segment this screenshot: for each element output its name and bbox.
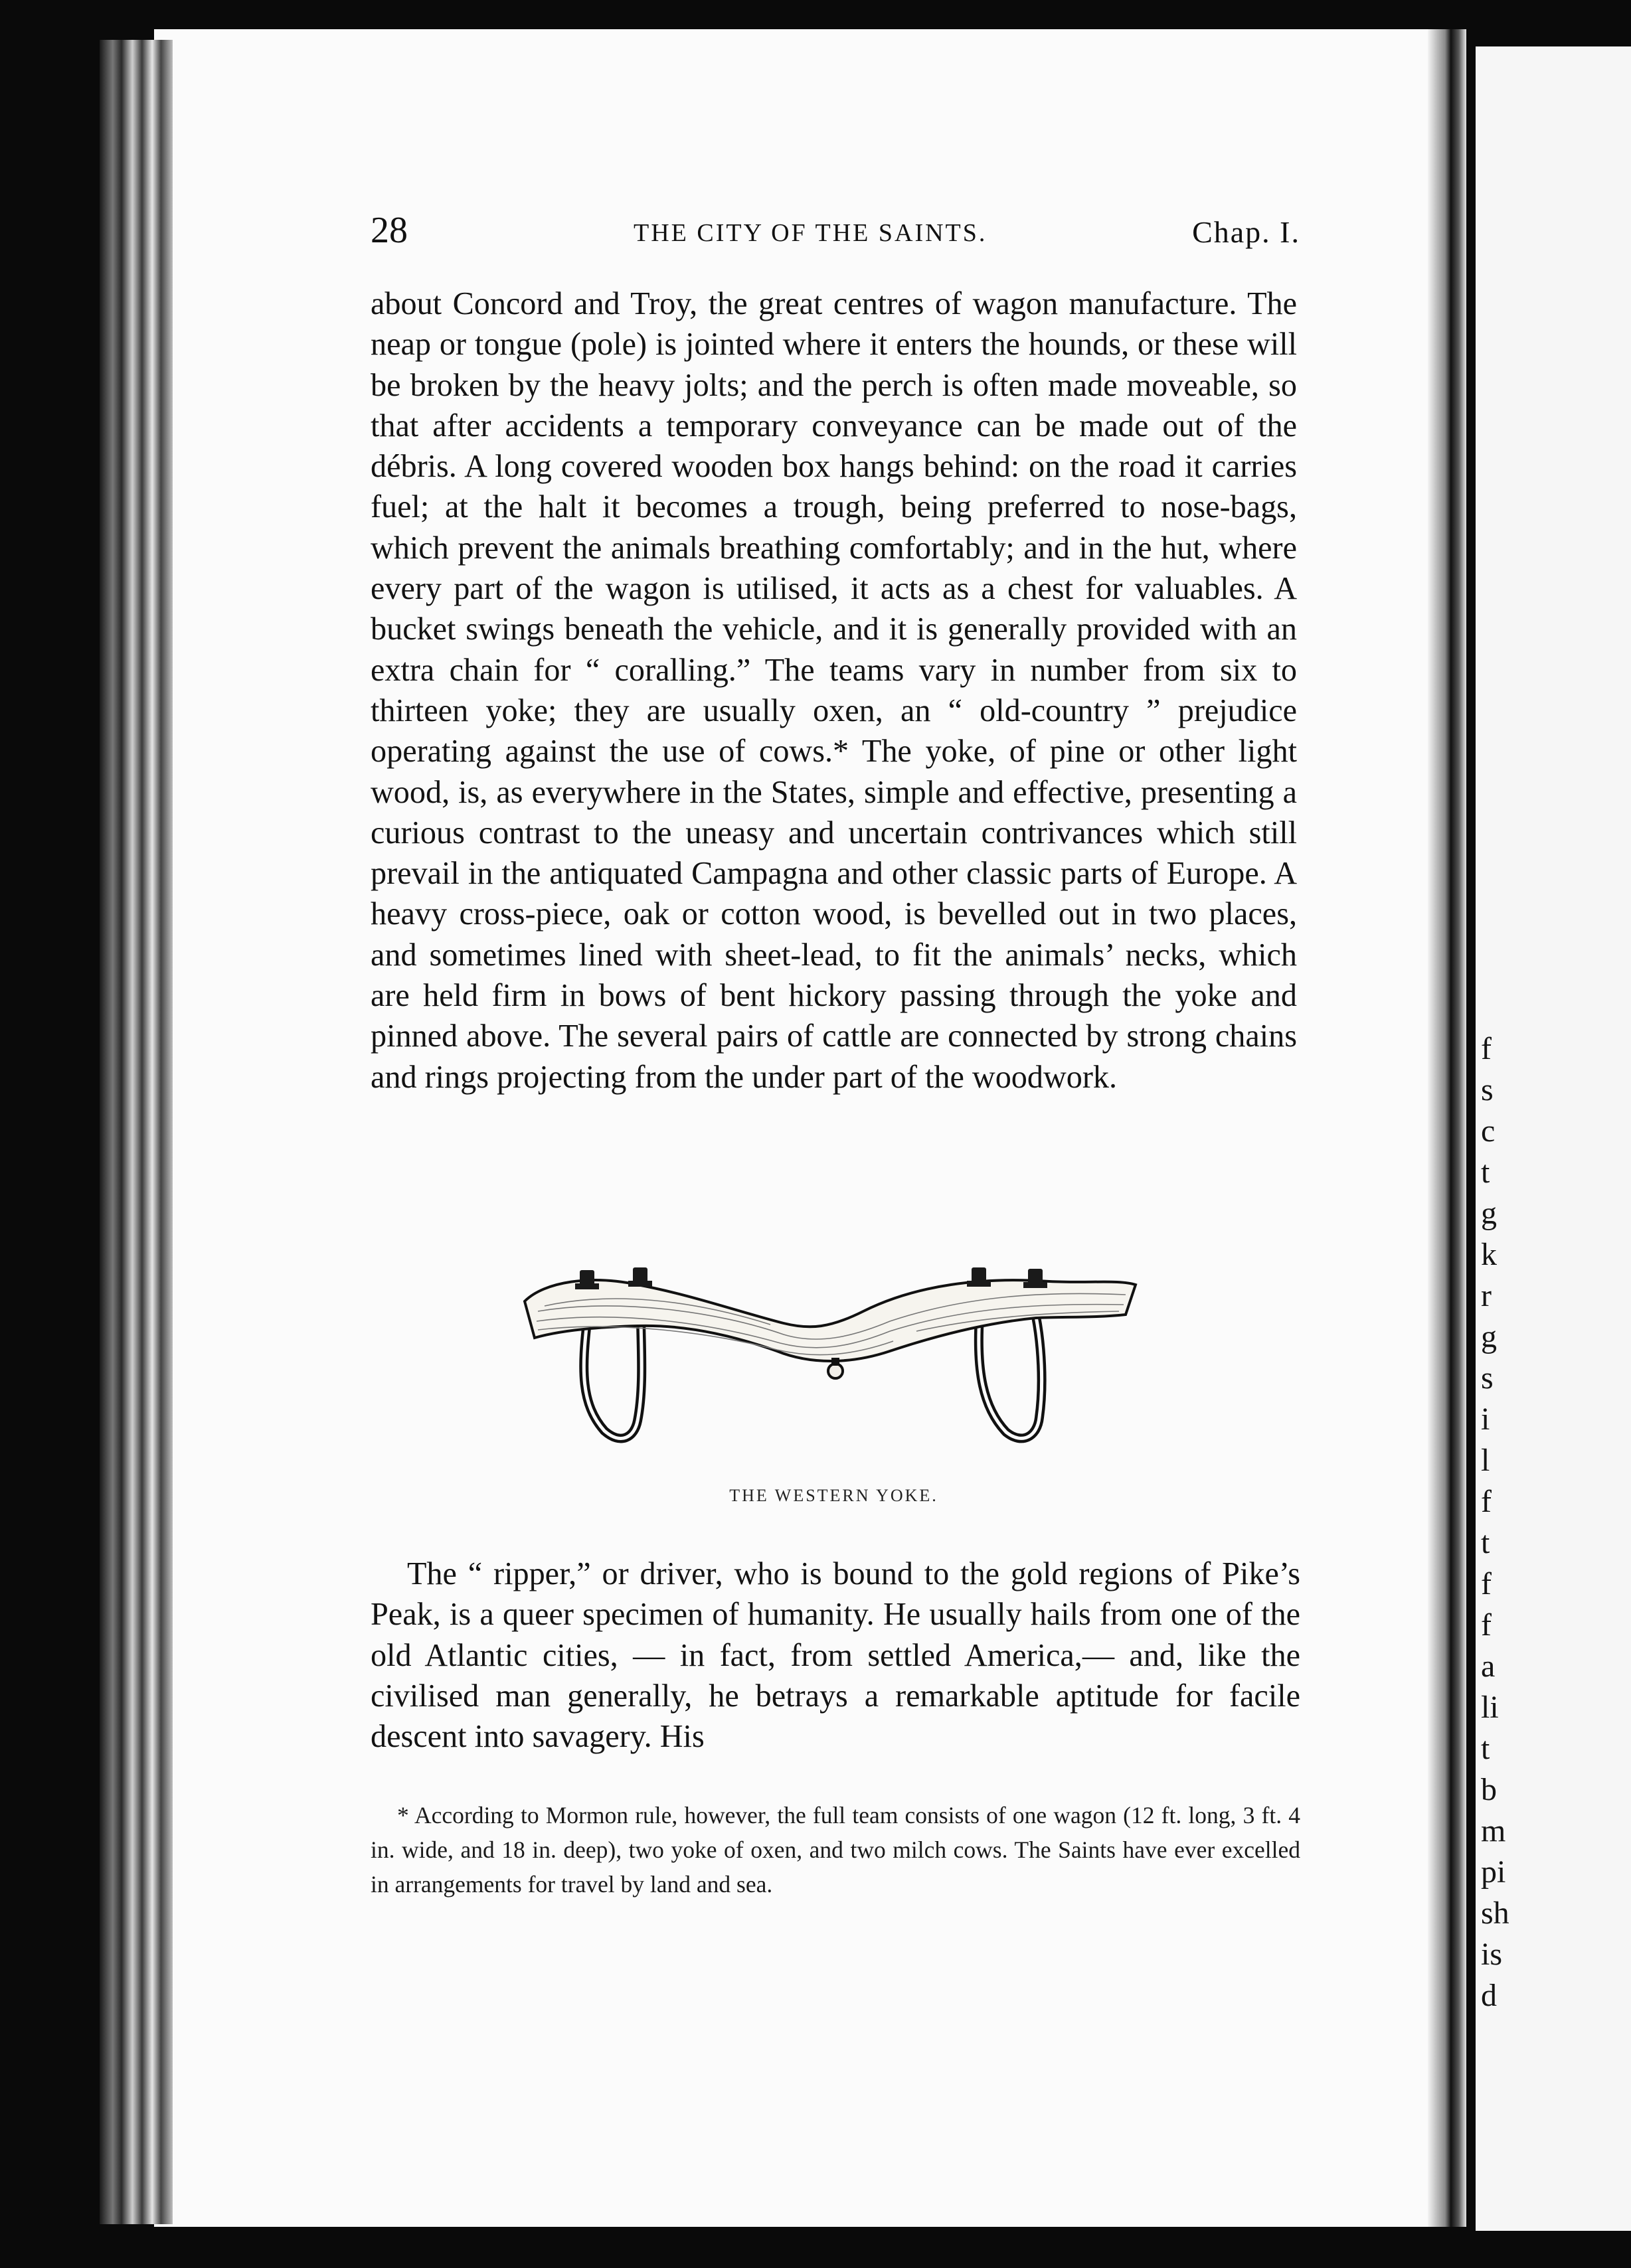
facing-page-fragment: i — [1481, 1402, 1490, 1437]
running-title: THE CITY OF THE SAINTS. — [634, 219, 987, 247]
facing-page-fragment: r — [1481, 1278, 1492, 1313]
facing-page-fragment: s — [1481, 1360, 1494, 1396]
facing-page-fragment: f — [1481, 1607, 1492, 1643]
running-header — [371, 209, 1300, 256]
facing-page-fragment: g — [1481, 1196, 1497, 1231]
chapter-label: Chap. I. — [1192, 215, 1300, 249]
facing-page-fragment: sh — [1481, 1896, 1509, 1931]
facing-page-fragment: m — [1481, 1813, 1506, 1848]
facing-page-fragment: f — [1481, 1031, 1492, 1066]
facing-page-fragment: t — [1481, 1525, 1490, 1560]
facing-page-fragment: g — [1481, 1319, 1497, 1354]
facing-page-fragment: k — [1481, 1237, 1497, 1272]
footnote: * According to Mormon rule, however, the full team consists of one wagon (12 ft. long, 3 ft. 4 in. wide, and 18 in. deep), two yoke of oxen, and two milch cows. The Saints have ever excelled in arrangements for travel by land and sea. — [371, 1802, 1300, 1898]
facing-page-fragment: is — [1481, 1937, 1503, 1972]
page-edge-left — [100, 40, 173, 2224]
facing-page-fragment: a — [1481, 1649, 1496, 1684]
book-gutter — [1428, 29, 1466, 2227]
facing-page-fragment: pi — [1481, 1854, 1506, 1890]
body-paragraph: about Concord and Troy, the great centres of wagon manufacture. The neap or tongue (pole) is jointed where it enters the hounds, or these will be broken by the heavy jolts; and the perch is often made moveable, so that after accidents a temporary conveyance can be made out of the débris. A long covered wooden box hangs behind: on the road it carries fuel; at the halt it becomes a trough, being preferred to nose-bags, which prevent the animals breathing comfortably; and in the hut, where every part of the wagon is utilised, it acts as a chest for valuables. A bucket swings beneath the vehicle, and it is generally provided with an extra chain for “ coralling.” The teams vary in number from six to thirteen yoke; they are usually oxen, an “ old-country ” prejudice operating against the use of cows.* The yoke, of pine or other light wood, is, as everywhere in the States, simple and effective, presenting a curious contrast to the uneasy and uncertain contrivances which still prevail in the antiquated Campagna and other classic parts of Europe. A heavy cross-piece, oak or cotton wood, is bevelled out in two places, and sometimes lined with sheet-lead, to fit the animals’ necks, which are held firm in bows of bent hickory passing through the yoke and pinned above. The several pairs of cattle are connected by strong chains and rings projecting from the under part of the woodwork. — [371, 286, 1297, 1095]
figure-caption: THE WESTERN YOKE. — [729, 1486, 938, 1505]
facing-page-fragment: t — [1481, 1155, 1490, 1190]
facing-page-fragment: b — [1481, 1772, 1497, 1807]
facing-page-edge — [1476, 46, 1631, 2231]
page-number: 28 — [371, 210, 408, 251]
body-paragraph: The “ ripper,” or driver, who is bound to the gold regions of Pike’s Peak, is a queer specimen of humanity. He usually hails from one of the old Atlantic cities, — in fact, from settled America,— and, like the civilised man generally, he betrays a remarkable aptitude for facile descent into savagery. His — [371, 1556, 1300, 1755]
facing-page-fragment: t — [1481, 1731, 1490, 1766]
facing-page-fragment: c — [1481, 1113, 1496, 1149]
facing-page-fragment: l — [1481, 1443, 1490, 1478]
facing-page-fragment: f — [1481, 1484, 1492, 1519]
facing-page-fragment: s — [1481, 1072, 1494, 1107]
facing-page-fragment: d — [1481, 1978, 1497, 2013]
facing-page-fragment: f — [1481, 1566, 1492, 1601]
facing-page-fragment: li — [1481, 1690, 1499, 1725]
ox-yoke-engraving-icon — [518, 1265, 1156, 1464]
